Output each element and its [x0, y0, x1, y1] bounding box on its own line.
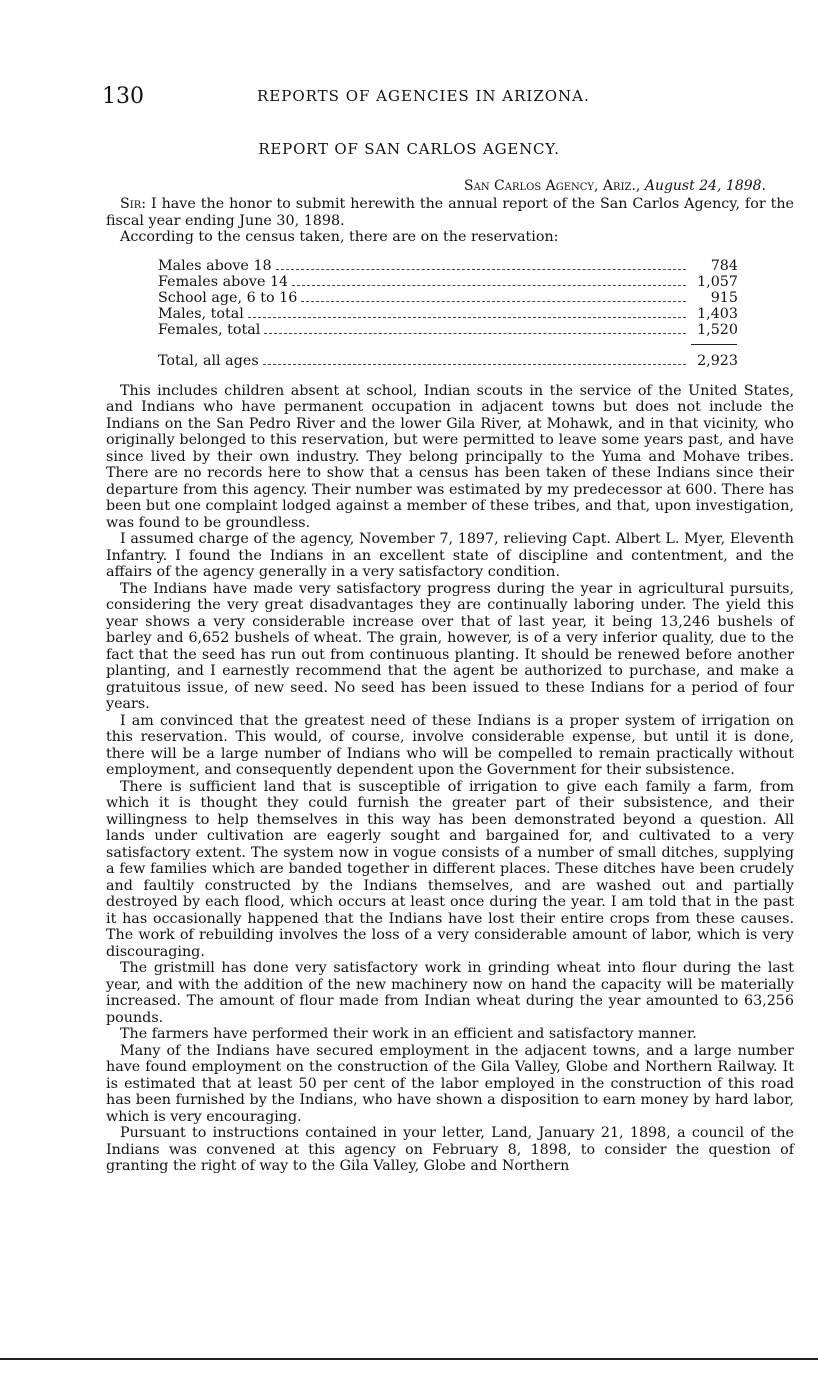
report-body [106, 196, 794, 1175]
census-value: 1,057 [697, 273, 738, 290]
intro-text: I have the honor to submit herewith the annual report of the San Carlos Agency, for the fiscal year ending June 30, 1898. [106, 196, 794, 229]
dateline [464, 178, 766, 194]
census-label: Males, total [158, 305, 244, 322]
census-row [158, 322, 738, 338]
intro-paragraph [106, 196, 794, 229]
paragraph: Pursuant to instructions contained in your letter, Land, January 21, 1898, a council of the Indians was convened at this agency on February 8, 1898, to consider the question of granting the right of way to the Gila Valley, Globe and Northern [106, 1125, 794, 1174]
salutation: Sir: [120, 196, 147, 212]
census-value: 1,403 [697, 305, 738, 322]
census-label: Females above 14 [158, 273, 289, 290]
leader-dots [301, 301, 686, 302]
census-total-label: Total, all ages [158, 352, 259, 369]
census-row [158, 274, 738, 290]
census-intro: According to the census taken, there are on the reservation: [120, 229, 559, 245]
census-value: 915 [710, 289, 738, 306]
paragraph: I am convinced that the greatest need of these Indians is a proper system of irrigation on this reservation. This would, of course, involve considerable expense, but until it is done, there will be a large number of Indians who will be compelled to remain practically without employment, and consequently dependent upon the Government for their subsistence. [106, 712, 794, 778]
census-value: 1,520 [697, 321, 738, 338]
census-value: 784 [710, 257, 738, 274]
page-bottom-rule [0, 1358, 818, 1360]
paragraph: The Indians have made very satisfactory progress during the year in agricultural pursuits, considering the very great disadvantages they are continually laboring under. The yield this year shows a very considerable increase over that of last year, it being 13,246 bushels of barley and 6,652 bushels of wheat. The grain, however, is of a very inferior quality, due to the fact that the seed has run out from continuous planting. It should be renewed before another planting, and I earnestly recommend that the agent be authorized to purchase, and make a gratuitous issue, of new seed. No seed has been issued to these Indians for a period of four years. [106, 580, 794, 712]
paragraph: This includes children absent at school, Indian scouts in the service of the United States, and Indians who have permanent occupation in adjacent towns but does not include the Indians on the San Pedro River and the lower Gila River, at Mohawk, and in that vicinity, who originally belonged to this reservation, but were permitted to leave some years past, and have since lived by their own industry. They belong principally to the Yuma and Mohave tribes. There are no records here to show that a census has been taken of these Indians since their departure from this agency. Their number was estimated by my predecessor at 600. There has been but one complaint lodged against a member of these tribes, and that, upon investigation, was found to be groundless. [106, 382, 794, 531]
paragraph: The farmers have performed their work in an efficient and satisfactory manner. [120, 1026, 697, 1042]
census-row [158, 290, 738, 306]
census-table [158, 258, 738, 369]
census-row [158, 306, 738, 322]
census-label: School age, 6 to 16 [158, 289, 298, 306]
running-head: REPORTS OF AGENCIES IN ARIZONA. [257, 87, 590, 105]
total-rule [691, 344, 737, 345]
page-number: 130 [102, 84, 144, 109]
census-label: Females, total [158, 321, 261, 338]
leader-dots [276, 269, 686, 270]
leader-dots [263, 364, 686, 365]
paragraph: Many of the Indians have secured employment in the adjacent towns, and a large number have found employment on the construction of the Gila Valley, Globe and Northern Railway. It is estimated that at least 50 per cent of the labor employed in the construction of this road has been furnished by the Indians, who have shown a disposition to earn money by hard labor, which is very encouraging. [106, 1042, 794, 1125]
census-label: Males above 18 [158, 257, 272, 274]
paragraph: I assumed charge of the agency, November 7, 1897, relieving Capt. Albert L. Myer, Eleventh Infantry. I found the Indians in an excellent state of discipline and contentment, and the affairs of the agency generally in a very satisfactory condition. [106, 531, 794, 580]
leader-dots [248, 317, 686, 318]
census-total-value: 2,923 [697, 352, 738, 369]
report-title: REPORT OF SAN CARLOS AGENCY. [258, 140, 560, 158]
census-row [158, 258, 738, 274]
leader-dots [264, 333, 686, 334]
dateline-place: San Carlos Agency, Ariz., [464, 178, 641, 194]
dateline-date: August 24, 1898. [644, 178, 766, 194]
paragraph: The gristmill has done very satisfactory work in grinding wheat into flour during the last year, and with the addition of the new machinery now on hand the capacity will be materially increased. The amount of flour made from Indian wheat during the year amounted to 63,256 pounds. [106, 960, 794, 1026]
paragraph: There is sufficient land that is susceptible of irrigation to give each family a farm, from which it is thought they could furnish the greater part of their subsistence, and their willingness to help themselves in this way has been demonstrated beyond a question. All lands under cultivation are eagerly sought and bargained for, and cultivated to a very satisfactory extent. The system now in vogue consists of a number of small ditches, supplying a few families which are banded together in different places. These ditches have been crudely and faultily constructed by the Indians themselves, and are washed out and partially destroyed by each flood, which occurs at least once during the year. I am told that in the past it has occasionally happened that the Indians have lost their entire crops from these causes. The work of rebuilding involves the loss of a very considerable amount of labor, which is very discouraging. [106, 778, 794, 960]
leader-dots [292, 285, 686, 286]
census-total-row [158, 353, 738, 369]
page-header [102, 84, 792, 114]
